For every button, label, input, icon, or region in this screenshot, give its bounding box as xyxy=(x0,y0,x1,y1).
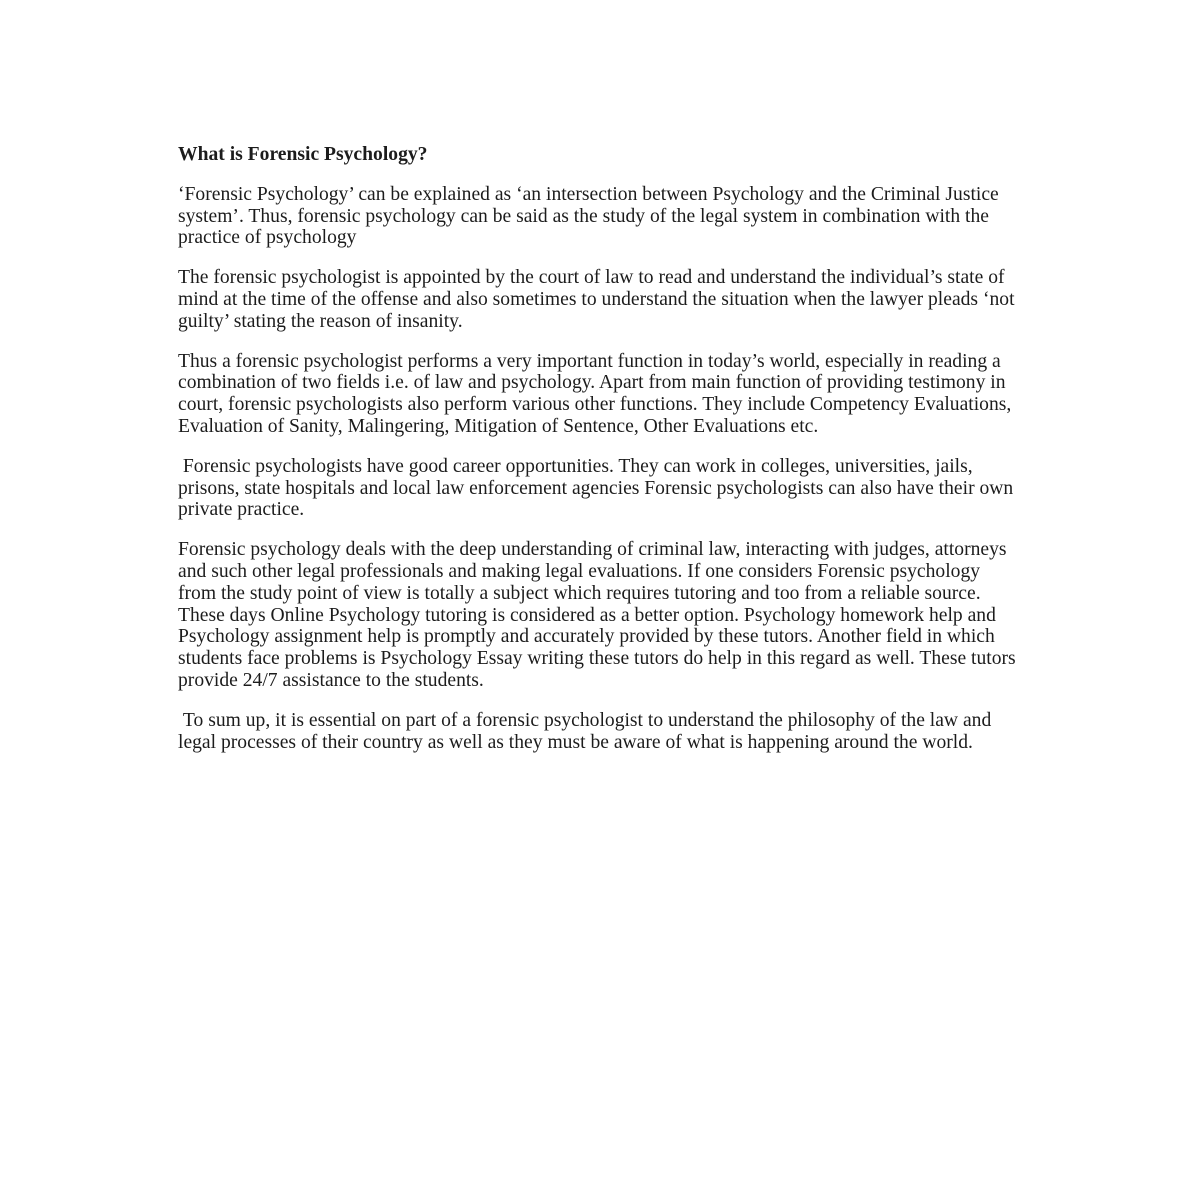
paragraph-career-opportunities: Forensic psychologists have good career opportunities. They can work in colleges, universities, jails, prisons, state hospitals and local law enforcement agencies Forensic psychologists can also have their own private practice. xyxy=(178,455,1019,521)
document-body xyxy=(178,144,1020,771)
paragraph-court-appointment: The forensic psychologist is appointed by the court of law to read and understand the individual’s state of mind at the time of the offense and also sometimes to understand the situation when the lawyer pleads ‘not guilty’ stating the reason of insanity. xyxy=(178,267,1020,332)
paragraph-conclusion: To sum up, it is essential on part of a forensic psychologist to understand the philosophy of the law and legal processes of their country as well as they must be aware of what is happening around the world. xyxy=(178,709,997,753)
paragraph-intro-definition: ‘Forensic Psychology’ can be explained as ‘an intersection between Psychology and the Criminal Justice system’. Thus, forensic psychology can be said as the study of the legal system in combination with the practice of psychology xyxy=(178,183,1004,249)
paragraph-study-and-tutoring: Forensic psychology deals with the deep understanding of criminal law, interacting with judges, attorneys and such other legal professionals and making legal evaluations. If one considers Forensic psychology from the study point of view is totally a subject which requires tutoring and too from a reliable source. These days Online Psychology tutoring is considered as a better option. Psychology homework help and Psychology assignment help is promptly and accurately provided by these tutors. Another field in which students face problems is Psychology Essay writing these tutors do help in this regard as well. These tutors provide 24/7 assistance to the students. xyxy=(178,539,1021,691)
paragraph-functions: Thus a forensic psychologist performs a very important function in today’s world, especially in reading a combination of two fields i.e. of law and psychology. Apart from main function of providing testimony in court, forensic psychologists also perform various other functions. They include Competency Evaluations, Evaluation of Sanity, Malingering, Mitigation of Sentence, Other Evaluations etc. xyxy=(178,350,1017,437)
document-title: What is Forensic Psychology? xyxy=(178,144,428,165)
